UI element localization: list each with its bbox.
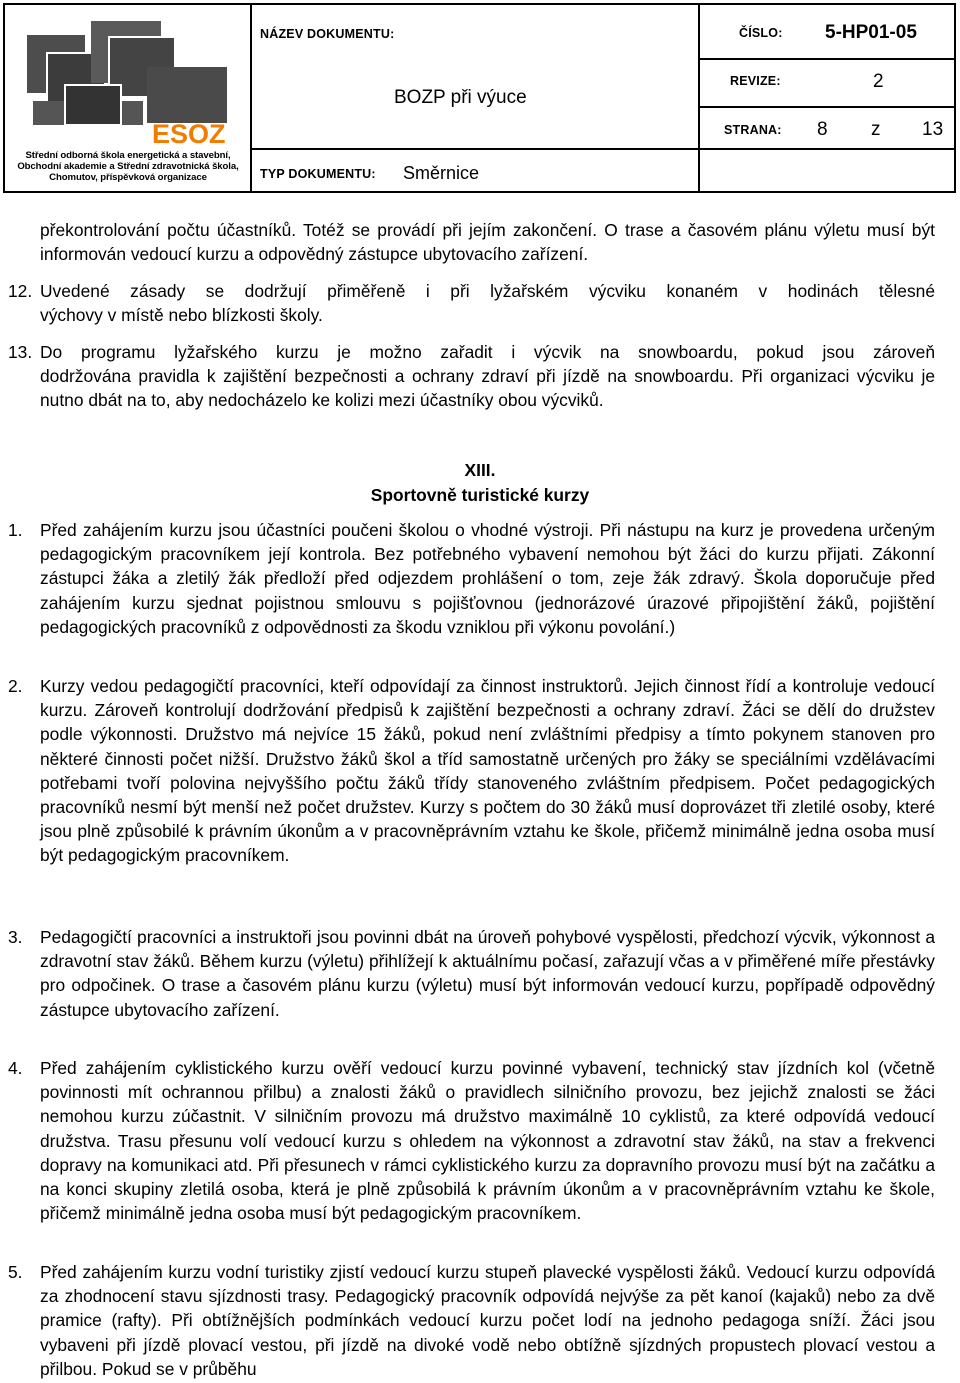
logo-caption-line: Chomutov, příspěvková organizace <box>49 172 207 183</box>
section-title: Sportovně turistické kurzy <box>370 485 590 505</box>
doc-name-label: NÁZEV DOKUMENTU: <box>260 27 395 41</box>
item-12-line-1: Uvedené zásady se dodržují přiměřeně i při lyžařském výcviku konaném v hodinách tělesné <box>40 281 935 301</box>
section-number: XIII. <box>464 460 496 480</box>
doc-name: BOZP při výuce <box>394 87 527 108</box>
header-divider <box>250 148 698 150</box>
logo-caption-line: Střední odborná škola energetická a stavební, <box>25 150 231 161</box>
revision-number: 2 <box>873 71 884 92</box>
doc-type: Směrnice <box>403 163 480 183</box>
list-item: Pedagogičtí pracovníci a instruktoři jsou povinni dbát na úroveň pohybové vyspělosti, předchozí výcvik, výkonnost a zdravotní stav žáků. Během kurzu (výletu) přihlížejí k aktuálnímu počasí, zařazují včas a v přiměřené míře přestávky pro odpočinek. O trase a časovém plánu kurzu (výletu) musí být informován vedoucí kurzu, popřípadě odpovědný zástupce ubytovacího zařízení. <box>40 927 935 1020</box>
header-divider <box>698 58 954 60</box>
item-13-paragraph: dodržována pravidla k zajištění bezpečnosti a ochrany zdraví při jízdě na snowboardu. Při organizaci výcviku je nutno dbát na to, aby nedocházelo ke kolizi mezi účastníky obou výcviků. <box>40 366 935 411</box>
item-number: 3. <box>8 927 23 947</box>
logo-caption-line: Obchodní akademie a Střední zdravotnická škola, <box>17 161 239 172</box>
header-divider <box>698 148 954 150</box>
header-divider <box>250 5 252 191</box>
svg-text:ESOZ: ESOZ <box>152 119 226 149</box>
school-logo <box>5 5 250 191</box>
logo-caption <box>11 150 245 183</box>
page-total: 13 <box>922 119 944 140</box>
item-number: 4. <box>8 1058 23 1078</box>
page-separator: z <box>871 119 881 140</box>
number-label: ČÍSLO: <box>739 26 783 40</box>
item-number: 5. <box>8 1262 23 1282</box>
item-13-line-1: Do programu lyžařského kurzu je možno zařadit i výcvik na snowboardu, pokud jsou zároveň <box>40 342 935 362</box>
item-number: 13. <box>8 342 33 362</box>
item-number: 2. <box>8 676 23 696</box>
page-current: 8 <box>817 119 828 140</box>
doc-number: 5-HP01-05 <box>825 22 917 43</box>
page-label: STRANA: <box>724 123 782 137</box>
list-item: Před zahájením kurzu vodní turistiky zjistí vedoucí kurzu stupeň plavecké vyspělosti žáků. Vedoucí kurzu odpovídá za zhodnocení stavu sjízdnosti trasy. Pedagogický pracovník odpovídá nejvýše za pět kanoí (kajaků) nebo za dvě pramice (rafty). Při obtížnějších podmínkách vedoucí kurzu počet lodí na jednoho pedagoga sníží. Žáci jsou vybaveni při jízdě plovací vestou, při jízdě na divoké vodě nebo obtížně sjízdných propustech plovací vestou a přilbou. Pokud se v průběhu <box>40 1262 935 1379</box>
item-number: 1. <box>8 520 23 540</box>
header-divider <box>698 106 954 108</box>
list-item: Před zahájením kurzu jsou účastníci poučeni školou o vhodné výstroji. Při nástupu na kurz je provedena určeným pedagogickým pracovníkem její kontrola. Bez potřebného vybavení nemohou být žáci do kurzu přijati. Zákonní zástupci žáka a zletilý žák předloží před odjezdem prohlášení o tom, zeje žák zdravý. Škola doporučuje před zahájením kurzu sjednat pojistnou smlouvu s pojišťovnou (jednorázové úrazové připojištění žáků, pojištění pedagogických pracovníků z odpovědnosti za škodu vzniklou při výkonu povolání.) <box>40 520 935 637</box>
item-12-line-2: výchovy v místě nebo blízkosti školy. <box>40 305 323 325</box>
document-header <box>3 3 956 193</box>
item-number: 12. <box>8 281 33 301</box>
list-item: Kurzy vedou pedagogičtí pracovníci, kteří odpovídají za činnost instruktorů. Jejich činnost řídí a kontroluje vedoucí kurzu. Zároveň kontrolují dodržování předpisů k zajištění bezpečnosti a ochrany zdraví. Žáci se dělí do družstev podle výkonnosti. Družstvo má nejvíce 15 žáků, pokud není zvláštními předpisy a tímto pokynem stanoven pro některé činnosti počet nižší. Družstvo žáků škol a tříd samostatně určených pro žáky se speciálními vzdělávacími potřebami tvoří polovina nejvyššího počtu žáků třídy stanoveného zvláštním předpisem. Počet pedagogických pracovníků nesmí být menší než počet družstev. Kurzy s počtem do 30 žáků musí doprovázet tři zletilé osoby, které jsou plně způsobilé k právním úkonům a v pracovněprávním vztahu ke škole, přičemž minimálně jedna osoba musí být pedagogickým pracovníkem. <box>40 676 935 866</box>
intro-paragraph: překontrolování počtu účastníků. Totéž se provádí při jejím zakončení. O trase a časovém plánu výletu musí být informován vedoucí kurzu a odpovědný zástupce ubytovacího zařízení. <box>40 220 935 265</box>
revision-label: REVIZE: <box>730 74 781 88</box>
header-divider <box>698 5 700 191</box>
list-item: Před zahájením cyklistického kurzu ověří vedoucí kurzu povinné vybavení, technický stav jízdních kol (včetně povinnosti mít ochrannou přilbu) a znalosti žáků o pravidlech silničního provozu, bez jejichž znalosti se žáci nemohou kurzu zúčastnit. V silničním provozu má družstvo maximálně 10 cyklistů, za které odpovídá vedoucí družstva. Trasu přesunu volí vedoucí kurzu s ohledem na výkonnost a zdravotní stav žáků, na stav a frekvenci dopravy na komunikaci atd. Při přesunech v rámci cyklistického kurzu za dopravního provozu musí být na začátku a na konci skupiny zletilá osoba, která je plně způsobilá k právním úkonům a v pracovněprávním vztahu ke škole, přičemž minimálně jedna osoba musí být pedagogickým pracovníkem. <box>40 1058 935 1224</box>
doc-type-label: TYP DOKUMENTU: <box>260 167 376 181</box>
